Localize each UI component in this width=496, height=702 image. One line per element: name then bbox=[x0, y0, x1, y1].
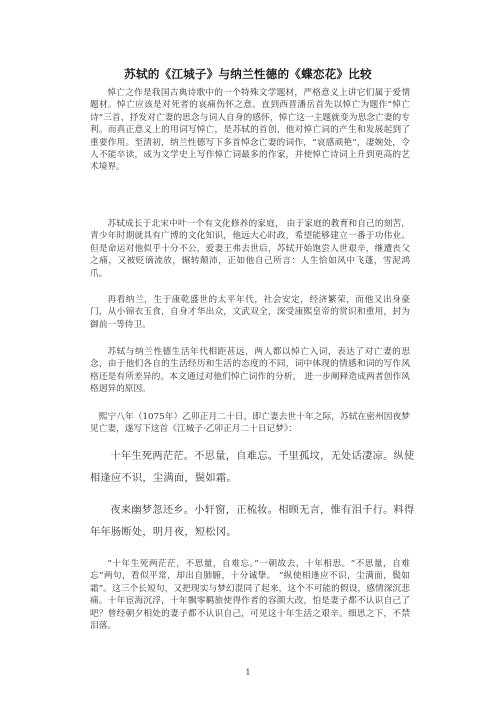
paragraph-intro: 悼亡之作是我国古典诗歌中的一个特殊文学题材，严格意义上讲它们属于爱情题材。悼亡应该是对死者的哀痛伤怀之意。直到西晋潘岳首先以悼亡为题作“悼亡诗”三首，抒发对亡妻的思念与词人自身的感怀，悼亡这一主题就变为思念亡妻的专利。而真正意义上的用词写悼亡，是苏轼的首创，他对悼亡词的产生和发展起到了重要作用。至清初，纳兰性德写下多首悼念亡妻的词作，“哀感顽艳”，凄婉处，令人不能卒读，成为文学史上写作悼亡词最多的作家，并使悼亡诗词上升到更高的艺术境界。 bbox=[90, 88, 410, 173]
poem-stanza-1: 十年生死两茫茫。不思量，自难忘。千里孤坟，无处话凄凉。纵使相逢应不识，尘满面，鬓如霜。 bbox=[90, 451, 415, 484]
page-number: 1 bbox=[245, 668, 251, 678]
paragraph-commentary: “十年生死两茫茫，不思量，自难忘。”一朝故去，十年相思。“不思量，自难忘”两句，看似平常，却出自肺腑，十分诚挚。 “纵使相逢应不识，尘满面，鬓如霜”。这三个长短句，又把现实与梦幻混同了起来，这个不可能的假设，感情深沉悲痛。十年宦海沉浮，十年飘零羁旅使得作者的容颜大改，怕是妻子都不认识自己了吧？曾经朝夕相处的妻子都不认识自己，可见这十年生活之艰辛。细思之下，不禁泪落。 bbox=[90, 559, 410, 632]
poem-stanza-2: 夜来幽梦忽还乡。小轩窗，正梳妆。相顾无言，惟有泪千行。料得年年肠断处，明月夜，短松冈。 bbox=[90, 505, 415, 538]
paragraph-sushi-background: 苏轼成长于北宋中叶一个有文化修养的家庭， 由于家庭的教育和自己的刻苦，青少年时期就具有广博的文化知识，他远大心时政，希望能够建立一番于功伟业。但是命运对他似乎十分不公，爱妻王弗去世后，苏轼开始饱尝人世艰辛，继遭丧父之痛，又被贬谪流放，辗转颠沛，正如他自己所言：人生恰如风中飞蓬，雪泥鸿爪。 bbox=[90, 219, 410, 279]
document-title: 苏轼的《江城子》与纳兰性德的《蝶恋花》比较 bbox=[124, 67, 372, 81]
paragraph-comparison: 苏轼与纳兰性德生活年代相距甚远，两人都以悼亡入词，表达了对亡妻的思念，由于他们各自的生活经历和生活的态度的不同，词中体现的情感和词的写作风格还是有所差异的。本文通过对他们悼亡词作的分析， 进一步阐释造成两者创作风格迥异的原因。 bbox=[90, 347, 410, 395]
paragraph-poem-intro: 熙宁八年（1075年）乙卯正月二十日，即亡妻去世十年之际，苏轼在密州因夜梦见亡妻，遂写下这首《江城子·乙卯正月二十日记梦》： bbox=[90, 412, 410, 435]
paragraph-nalan-background: 再看纳兰，生于康乾盛世的太平年代，社会安定，经济繁荣，而他又出身豪门，从小锦衣玉食，自身才华出众，文武双全，深受康熙皇帝的赏识和重用，封为御前一等侍卫。 bbox=[90, 295, 410, 330]
